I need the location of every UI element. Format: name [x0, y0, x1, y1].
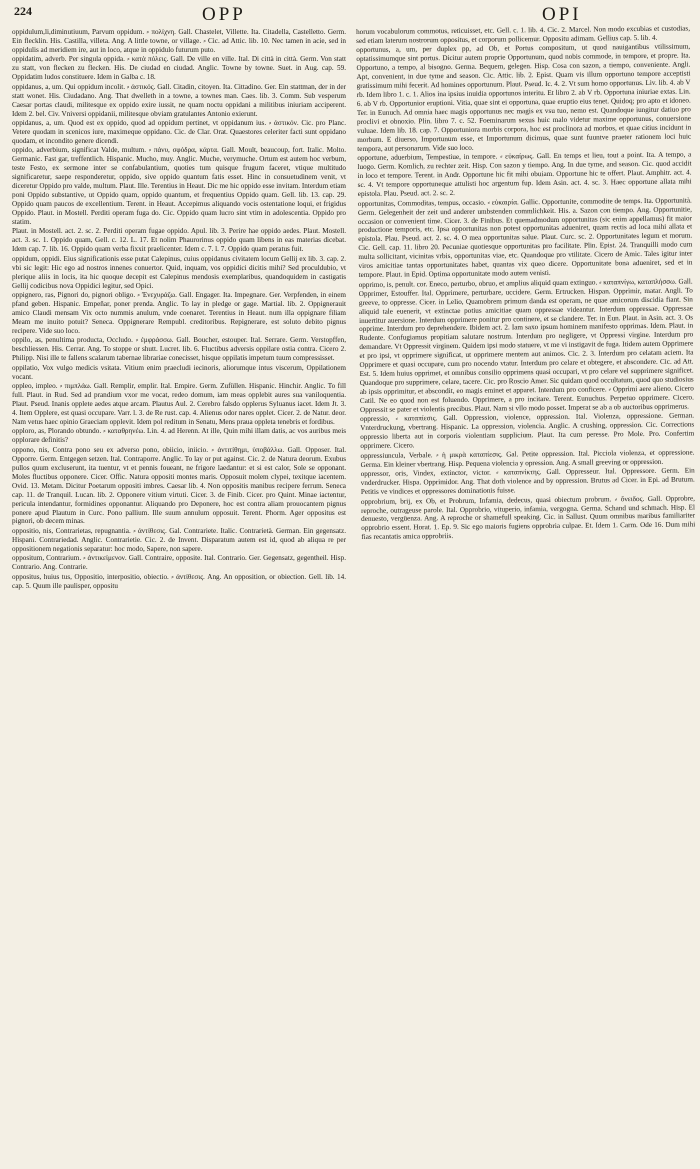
dictionary-entry: oppressor, oris, Vindex, extinctor, victor. ⸗ καταπνίκτης. Gall. Oppresseur. Ital. Oppressore. Germ. Ein vnderdrucker. Hispa. Opprimidor. Ang. That doth violence and by oppression. Brutus ad Cicer. in Epi. ad Brutum. Petitis ve vindices et oppressores dominationis fuisse. [360, 466, 695, 497]
dictionary-entry: oppressio, ⸗ καταπίεσις. Gall. Oppression, violence, oppression. Ital. Violenza, oppressione. German. Vnterdruckung, vbertrang. Hispanic. La oppression, violencia. Anglic. A crushing, oppression. Cic. Corrections oppressio liberta aut in corporis violentiam supplicium. Plaut. Ita cum peresse. Pro Mole. Pro. Confertim opprimere. Cicero. [360, 411, 695, 451]
dictionary-entry: oppositio, nis, Contrarietas, repugnantia. ⸗ ἀντίθεσις. Gal. Contrariete. Italic. Contrarietà. German. Ein gegensatz. Hispani. Contrariedad. Anglic. Contrarietie. Cic. 2. de Invent. Disparatum autem est id, quod ab aliqua re per oppositionem negationis separatur: hoc modo, Sapere, non sapere. [12, 526, 346, 553]
dictionary-entry: oppressiuncula, Verbale. ⸗ ἡ μικρὰ καταπίεσις. Gal. Petite oppression. Ital. Picciola violenza, et oppressione. Germa. Ein kleiner vbertrang. Hisp. Pequena violencia y opression. Ang. A small greeving or oppression. [360, 448, 695, 469]
dictionary-entry: oppidanus, a, um. Qui oppidum incolit. ⸗ ἀστικός. Gall. Citadin, citoyen. Ita. Cittadino. Ger. Ein stattman, der in der statt wonet. His. Ciudadano. Ang. That dwelleth in a towne, a townes man. Caes. lib. 3. Comm. Sub vesperum Caesar portas claudi, militesque ex oppido exire iussit, ne quam noctu oppidani a militibus iniuriam acciperent. Idem 2. bel. Civ. Vniversi oppidanii, militesque obviam gratulantes Antonio exierunt. [12, 82, 346, 118]
dictionary-entry: oppono, nis, Contra pono seu ex adverso pono, obiicio, iniicio. ⸗ ἀντιτίθημι, ὑποβάλλω. Gall. Opposer. Ital. Opporre. Germ. Entgegen setzen. Ital. Contraporre. Anglic. To lay or put against. Cic. 2. de Natura deorum. Exubus pullos quum excluserunt, ita tuentur, vt et pennis foueant, ne frigore laedantur: et si est calor, Sole se opponant. Moles fluctibus opponere. Cicer. Offic. Natura oppositi montes maris. Opposuit molem clypei, texitque iacentem. Ovid. 13. Metam. Dicitur Poetarum oppositi imbres. Caesar lib. 4. Non oppositis manibus recipere ferrum. Seneca cap. 11. de Tranquil. Lucan. lib. 2. Opponere vitium virtuti. Cicer. 3. de Finib. Cicer. pro Quint. Minae iactentur, pericula intendantur, formidines opponantur. Aliquando pro Deponere, hoc est contra aliam prouocantem pignus ponere apud Plautum in Curc. Pono pallium. Ille suum annulum opposuit. Terent. Phorm. Ager oppositus est pignori, ob decem minas. [12, 445, 346, 526]
dictionary-entry: oppilatio, Vox vulgo medicis vsitata. Vitium enim praecludi iecinoris, aliorumque intus viscerum, Oppilationem vocant. [12, 363, 346, 381]
dictionary-entry: oppositus, huius tus, Oppositio, interpositio, obiectio. ⸗ ἀντίθεσις. Ang. An opposition, or obiection. Gell. lib. 14. cap. 5. Quum ille paulisper, oppositu [12, 572, 346, 590]
dictionary-entry: oppleo, impleo. ⸗ πιμπλάω. Gall. Remplir, emplir. Ital. Empire. Germ. Zufüllen. Hispanic. Hinchir. Anglic. To fill full. Plaut. in Rud. Sed ad prandium vxor me vocat, redeo domum, iam meas opplebit aures sua vaniloquentia. Plaut. Pseud. Inanis opplete aedes atque arcam. Plautus Aul. 2. Cerebro falsdo opplerus Syluanus iacet. Idem Jt. 3. 4. Item Opplere, est quasi occupare. Varr. l. 3. de Re rust. cap. 4. Alienus odor nares opplet. Cicer. 2. de Natur. deor. Nam vetus haec opinio Graeciam opplevit. Idem pol reditum in Senatu, Mens praua oppleta tenebris et fordibus. [12, 382, 346, 426]
dictionary-entry: opprobrium, brij, ex Ob, et Probrum, Infamia, dedecus, quasi obiectum probrum. ⸗ ὄνειδος. Gall. Opprobre, reproche, outrageuse parole. Ital. Opprobrio, vituperio, infamia, vergogna. Germa. Schand und schmach. Hisp. El denuesto, vergüenza. Ang. A reproche or shamefull speaking. Cic. in Sallust. Quum omnibus maribus familiariter opprobrio essent. Horat. 1. Ep. 9. Sic ego maioris fugiens opprobria culpae. Et. Idem 1. Carm. Ode 16. Dum mihi fias recantatis amica opprobriis. [360, 494, 696, 542]
running-head [12, 4, 690, 26]
left-column [12, 28, 346, 1164]
dictionary-entry: oppido, adverbium, significat Valde, multum. ⸗ πάνυ, σφόδρα, κάρτα. Gall. Moult, beaucoup, fort. Italic. Molto. Germanic. Fast gar, treffentlich. Hispanic. Mucho, muy. Anglic. Muche, verymuche. Ortum est autem hoc verbum, teste Festo, ex sermone inter se confabulantium, quoties tum quisque frugum faceret, vtique multitudo significaretur, saepe responderetur, oppido, sive oppido quantum fatis esset. Hinc in consuetudinem venit, vt diceretur Oppido pro valde, multum. Plaut. Ille. Terentius in Heaut. Dic me hic oppido esse invitam. Interdum etiam poni Oppido substantive, ut Oppido quam, oppido quantum, et frequentius Oppido quam. Gell. lib. 13. cap. 29. Oppido quam paucos de excellentium. Terent. in Heaut. Accepimus aliquando vocis ostentatione loqui, et frigidus Oppido. Plaut. in Mostell. Perditi operam fuga do. Cic. Oppido quam lucro sint vtim in adolescentia. Oppido pro statim. [12, 146, 346, 227]
dictionary-entry: oppidulum,li,diminutiuum, Parvum oppidum. ⸗ πολίχνη. Gall. Chastelet, Villette. Ita. Citadella, Castelletto. Germ. Ein flecklin. His. Castilla, villeta. Ang. A little towne, or village. ⸗ Cic. ad Attic. lib. 10. Nec tamen in acie, sed in oppidulis ad meridiem ire, aut in loco, atque in oppidulo futurum puto. [12, 28, 346, 54]
dictionary-entry: Plaut. in Mostell. act. 2. sc. 2. Perditi operam fugae oppido. Apul. lib. 3. Perire hae oppido aedes. Plaut. Mostell. act. 3. sc. 1. Oppido quam, Gell. c. 12. L. 17. Et nolim Phaurorinus oppido quam libens in eas materias dicebat. Idem cap. 7. lib. 16. Oppido quam verba fixxit praelicenter. Idem c. 7. l. 7. Oppido quam peratus fuit. [12, 227, 346, 254]
page-number: 224 [14, 4, 32, 18]
running-head-right: OPI [542, 4, 582, 25]
dictionary-entry: oppositum, Contrarium. ⸗ ἀντικείμενον. Gall. Contraire, opposite. Ital. Contrario. Ger. Gegensatz, gegentheil. Hisp. Contrario. Ang. Contrarie. [12, 554, 346, 572]
dictionary-entry: opportunus, a, um, per duplex pp, ad Ob, et Portus compositum, ut quod nauigantibus vtilissimum, optatissimumque sint portus. Dicitur autem proprie Opportunum, quod nobis commode, in tempore, et propre. Ita. Opportuno, a tempo, al bisogno. Germa. Bequem, gelegen. Hisp. Cosa con sazon, a tiempo, conveniente. Angli. Apt, convenient, in due tyme and season. Cic. Attic. lib. 2. Epist. Quam vis illum opportuno tempore acceptisti gratissimum mihi fecerit. Ad homines opportunum. Plaut. Pseud. Ic. 4. 2. Vt sum homo opportunus. Liv. lib. 4. ab V rb. Idem libro 1. c. 1. Alios ina ipsius inuidia opportunos interitu. Et libro 2. ab V rb. Opportuna iniuriae extas. Lin. 6. ab V rb. Opportunior eruptioni. Vitia, quae sint ei opportuna, quae eruptio eius tenet. Quidoq; pro apto et idoneo. Ter. in Eunuch. Ad omnia haec magis opportunus nec magis ex vsu tuo, nemo est. Quandoque iungitur datiuo pro proclivi et obnoxio. Plin. libro 7. c. 52. Foeminarum sexus huic malo videtur maxime opportunus, conuersione vuluae. Idem lib. 18. cap. 7. Opportuniora morbis corpora, hoc est proclinora ad morbos, et quae citius incidunt in morbum. E diuerso, Importunum esse, et Importunum dicimus, quae sunt fuuntve praeter rationem loci huic tempora, aut personarum. Vide suo loco. [356, 42, 692, 153]
dictionary-entry: oppignero, ras, Pignori do, pignori obligo. ⸗ Ἐνεχυράζω. Gall. Engager. Ita. Impegnare. Ger. Verpfenden, in einem pfand geben. Hispanic. Empeñar, poner prenda. Anglic. To lay in pledge or gage. Martial. lib. 2. Oppignerauit amico Claudi mensam Vix octo nummis anulum, vnde coenaret. Terentius in Heaut. num illa oppignare filiam Meam me inuito potuit? Seneca. Oppignerare Rempubl. creditoribus. Repignerare, est soluto debito pignus recipere. Vide suo loco. [12, 291, 346, 335]
dictionary-entry: opportunitas, Commoditas, tempus, occasio. ⸗ εὐκαιρία. Gallic. Opportunite, commodite de temps. Ita. Opportunità. Germ. Gelegenheit der zeit und anderer umbstenden commlichkeit. His. a. Sazon con tiempo. Ang. Opportunitie, occasion or convenient time. Cicer. 3. de Finibus. Et quemadmodum opportunitas (sic enim appellamus) fit maior productione temporis, etc. Ipsa opportunitas non potest opportunitas adueniret, quam rectis ad loca mihi allata et epistola. Plau. Pseud. act. 2. sc. 4. O mea opportunitas salue. Plaut. Curc. sc. 2. Opportunitates legum et morum. Cic. Gell. cap. 11. libro 20. Pecuniae quotiesque opportunitas pro facilitate. Plin. Epist. 24. Tranquilli modo cum multa sollicitant, vicinitas vrbis, opportunitas viae, etc. Quandoque pro vtilitate. Cicero de Amic. Tales igitur inter viros amicitiae tantas opportunitates habet, quantas vix queo dicere. Opportunitate bona adueniret, sed et in tempore. Plaut. in Epid. Optima opportunitate modo autem venisti. [357, 196, 693, 280]
dictionary-entry: horum vocabulorum commotus, reticuisset, etc. Gell. c. 1. lib. 4. Cic. 2. Marcel. Non modo excubias et custodias, sed etiam laterum nostrorum oppositus, et corporum pollicemur. Oppositu adimam. Gellius cap. 5. lib. 4. [356, 24, 691, 45]
dictionary-entry: oppidanus, a, um. Quod est ex oppido, quod ad oppidum pertinet, vt oppidanum ius. ⸗ ἀστικόν. Cic. pro Planc. Vetere quodam in scenicos iure, maximeque oppidano. Cic. de Clar. Orat. Quaestores celeriter facti sunt oppidano quodam, et incondito genere dicendi. [12, 119, 346, 145]
dictionary-entry: oppidum, oppidi. Eius significationis esse putat Calepinus, cuius oppidanus civitatem locum Gellij ex lib. 3. cap. 2. vbi sic legit: Hic ego ad nostros innenes conuertor. Quid, inquam, vos oppidici dicitis mihi? Sed proculdubio, vt plerique aliis in locis, ita hic quoque decepit est Calepinus mendosis exemplaribus, quandoquidem in castigatis Gellij codicibus nova Oppidici legitur, sed Opici. [12, 254, 346, 290]
running-head-left: OPP [202, 4, 246, 25]
text-columns [12, 24, 696, 1164]
right-column [356, 25, 700, 1164]
dictionary-entry: oppidatim, adverb. Per singula oppida. ⸗ κατὰ πόλεις. Gall. De ville en ville. Ital. Di città in città. Germ. Von statt zu statt, von flecken zu flecken. His. De ciudad en ciudad. Anglic. Towne by towne. Suet. in Aug. cap. 59. Oppidatim ludos constituere. Idem in Galba c. 18. [12, 55, 346, 82]
dictionary-entry: opprimo, is, penult. cor. Eneco, perturbo, obruo, et amplius aliquid quam extinguo. ⸗ καταπνίγω, καταπλήσσω. Gall. Opprimer, Estouffer. Ital. Opprimere, perturbare, uccidere. Germ. Ertrucken. Hispan. Opprimir, matar. Angli. To greeve, to oppresse. Cicer. in Lelio, Quamobrem primum danda est operam, ne quae amicorum discidia fiant. Sin aliquid tale euenerit, vt extinctae potius amicitiae quam oppressae videantur. Interdum oppressae. Oppressae inuertitur auersione. Interdum opprimere ponitur pro continere, et se clandere. Ter. in Eun. Plaut. in Asin. act. 3. Os opprime. Interdum pro deprehendere. Ibidem act. 2. Iam saxo ipsum hominem manifesto opprimas. Idem. Plaut. in Rudente. Confugiamus propitiam salutare nostrum. Interdum pro negligere, vt Oppressi virgine. Interdum pro demandare. Vt Oppressit virginem. Quidem ipsi modo statuere, vt me vi instigavit de fuga. Itidem autem Opprimere et pro ipsi, vt opprimere significat, ut opprimere mentem aut animos. Cic. 2. 3. Interdum pro celatam aciem. Ita Opprimere et quasi occupare, cum pro nocendo vtatur. Interdum pro celare et obtegere, et abscondere. Cic. ad Att. Est. 5. Idem huius opprimet, et omnibus consilio opprimens quasi occupari, vt pro celare vel supprimere significet. Quandoque pro supprimere, celare, tacere. Cic. pro Roscio Amer. Sic quidam quod occultatum, quod quo studiosius ab ipsis opprimitur, et abscondit, eo magis eminet et apparet. Interdum pro conficere. ⸗ Opprimi aere alieno. Cicero Catil. Ne eo quod non est foluendo. Opprimere, a pro incitare. Terent. Eunuchus. Perpetuo opprimere. Cicero. Oppressit se pater et violentis precibus. Plaut. Nam si vllo modo posset. Imperat se ab a ob auctoribus opprimerus. [358, 277, 694, 415]
dictionary-entry: opportune, aduerbium, Tempestiue, in tempore. ⸗ εὐκαίρως. Gall. En temps et lieu, tout a point. Ita. A tempo, a luogo. Germ. Komlich, zu rechter zeit. Hisp. Con sazon y tiempo. Ang. In due tyme, and season. Cic. quod accidit in loco et tempore. Terent. in Andr. Opportune hic fit mihi obuiam. Opportune hic te offert. Plaut. Amphitr. act. 4. sc. 4. Vt tempore opportuneque attulisti hoc argentum fup. Idem Asin. act. 4. sc. 3. Haec opportune allata mihi epistola. Plau. Pseud. act. 2. sc. 2. [357, 150, 692, 199]
dictionary-entry: opploro, as, Plorando obtundo. ⸗ καταθρηνέω. Lin. 4. ad Herenn. At ille, Quin mihi illam datis, ac vos auribus meis opplorare definitis? [12, 427, 346, 445]
dictionary-entry: oppilo, as, penultima producta, Occludo. ⸗ ἐμφράσσω. Gall. Boucher, estouper. Ital. Serrare. Germ. Verstopffen, beschliessen. His. Cerrar. Ang. To stoppe or shutt. Lucret. lib. 6. Fluctibus adversis oppilare ostia contra. Cicero 2. Philipp. Nisi ille te fallens scalarum tabernae librariae conecisset, hisque oppilatis impetum tuum compressisset. [12, 336, 346, 363]
